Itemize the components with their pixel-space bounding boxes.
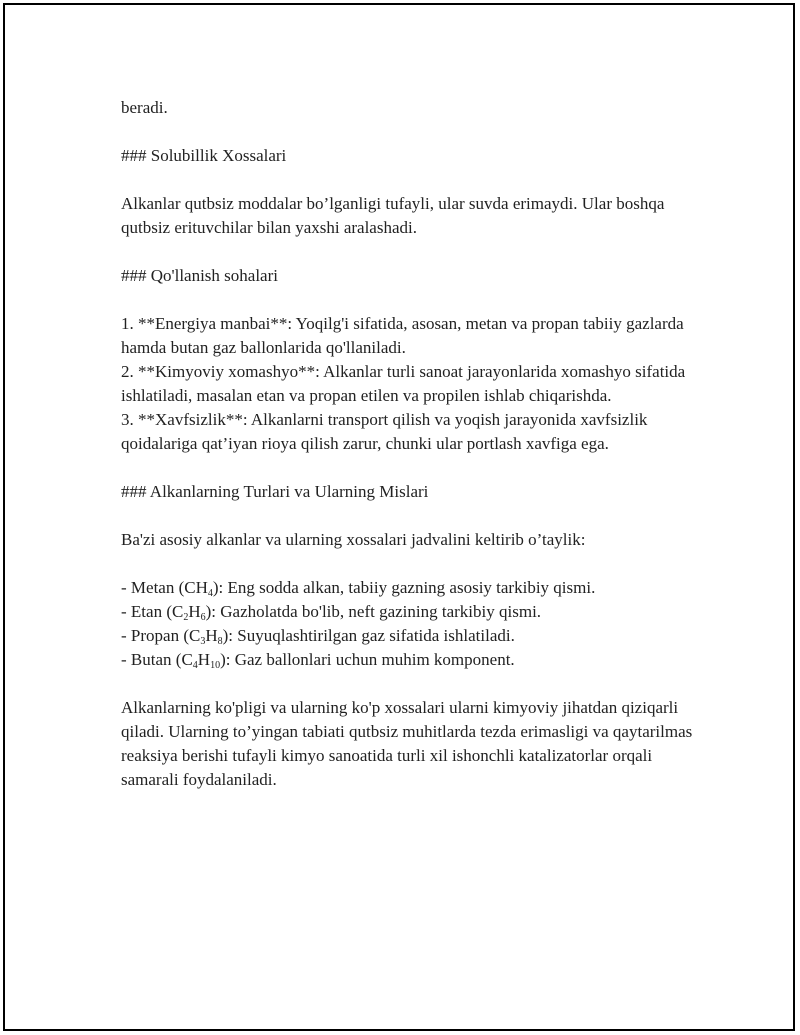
alkane-formula: $CH_4$ [184,578,213,599]
types-heading: ### Alkanlarning Turlari va Ularning Mislari [121,482,429,501]
alkane-name: - Metan ( [121,578,185,597]
alkane-description: ): Eng sodda alkan, tabiiy gazning asosiy tarkibiy qismi. [212,578,596,597]
continuation-text: beradi. [121,98,168,117]
alkane-formula: $C_3H_8$ [188,626,223,647]
alkane-description: ): Suyuqlashtirilgan gaz sifatida ishlatiladi. [222,626,515,645]
page-frame [3,3,795,1031]
alkane-item [121,648,696,672]
document-body [121,96,696,792]
alkane-description: ): Gazholatda bo'lib, neft gazining tarkibiy qismi. [205,602,542,621]
alkane-name: - Etan ( [121,602,172,621]
alkane-name: - Butan ( [121,650,182,669]
application-item-energy: 1. **Energiya manbai**: Yoqilg'i sifatida, asosan, metan va propan tabiiy gazlarda hamda butan gaz ballonlarida qo'llaniladi. [121,314,684,357]
application-item-feedstock: 2. **Kimyoviy xomashyo**: Alkanlar turli sanoat jarayonlarida xomashyo sifatida ishlatiladi, masalan etan va propan etilen va propilen ishlab chiqarishda. [121,362,686,405]
alkane-name: - Propan ( [121,626,189,645]
applications-list [121,312,696,456]
alkane-item [121,576,696,600]
application-item-safety: 3. **Xavfsizlik**: Alkanlarni transport qilish va yoqish jarayonida xavfsizlik qoidalariga qat’iyan rioya qilish zarur, chunki ular portlash xavfiga ega. [121,410,648,453]
alkane-description: ): Gaz ballonlari uchun muhim komponent. [220,650,515,669]
alkane-item [121,624,696,648]
types-intro: Ba'zi asosiy alkanlar va ularning xossalari jadvalini keltirib o’taylik: [121,530,586,549]
alkane-formula: $C_4H_{10}$ [181,650,221,671]
applications-heading: ### Qo'llanish sohalari [121,266,278,285]
solubility-paragraph: Alkanlar qutbsiz moddalar bo’lganligi tufayli, ular suvda erimaydi. Ular boshqa qutbsiz erituvchilar bilan yaxshi aralashadi. [121,194,665,237]
conclusion-paragraph: Alkanlarning ko'pligi va ularning ko'p xossalari ularni kimyoviy jihatdan qiziqarli qiladi. Ularning to’yingan tabiati qutbsiz muhitlarda tezda erimasligi va qaytarilmas reaksiya berishi tufayli kimyo sanoatida turli xil ishonchli katalizatorlar orqali samarali foydalaniladi. [121,698,693,789]
solubility-heading: ### Solubillik Xossalari [121,146,287,165]
alkane-list [121,576,696,672]
alkane-formula: $C_2H_6$ [171,602,206,623]
alkane-item [121,600,696,624]
